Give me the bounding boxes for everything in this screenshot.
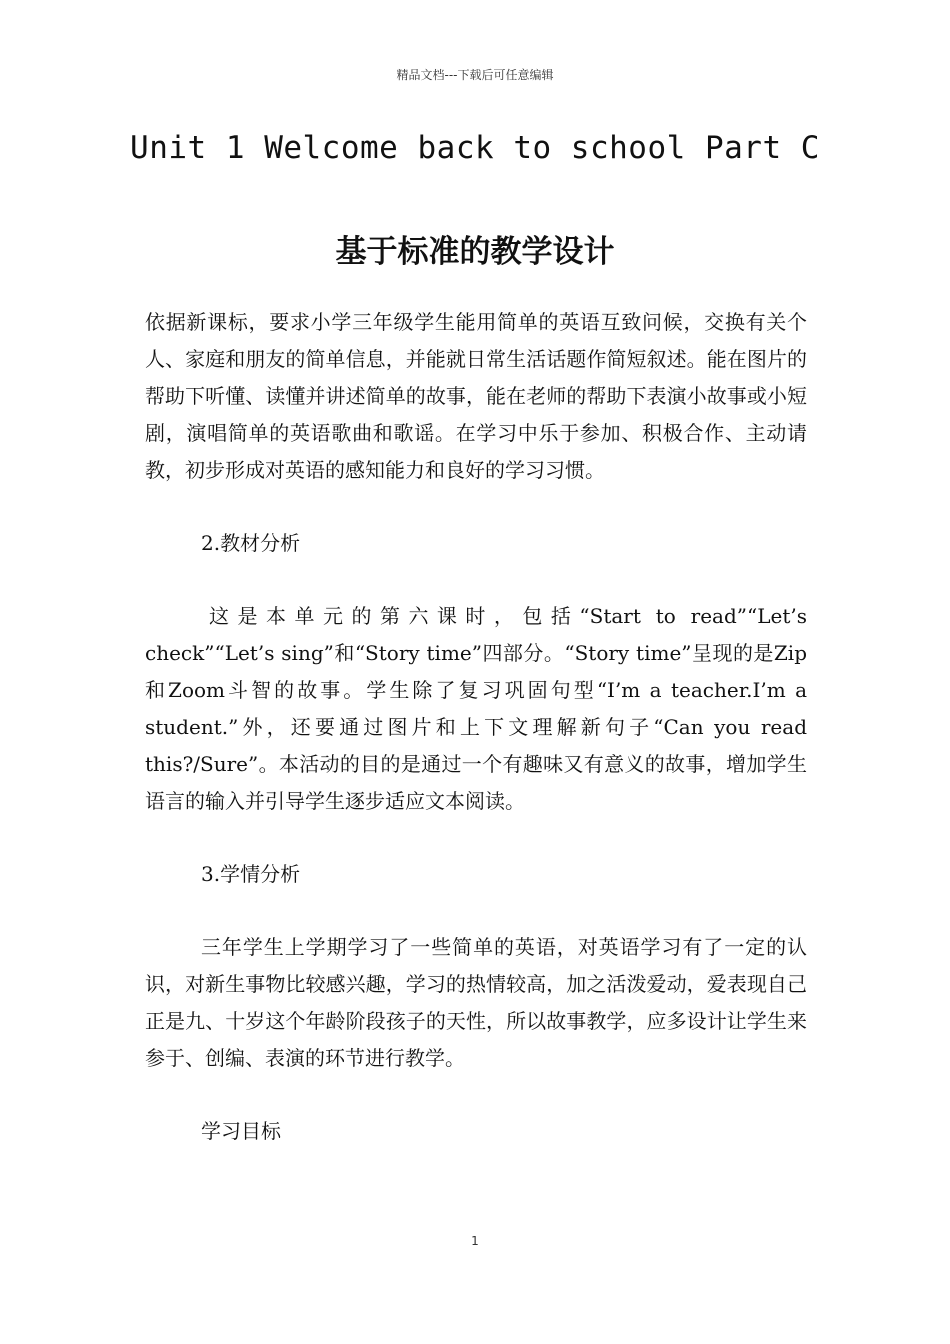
spacer (145, 1077, 807, 1113)
spacer (145, 562, 807, 598)
section-heading-material: 2.教材分析 (201, 531, 301, 555)
material-paragraph: 这是本单元的第六课时，包括“Start to read”“Let’s check”“Let’s sing”和“Story time”四部分。“Story time”呈现的是Zip和Zoom斗智的故事。学生除了复习巩固句型“I’m a teacher.I’m a student.”外，还要通过图片和上下文理解新句子“Can you read this?/Sure”。本活动的目的是通过一个有趣味又有意义的故事，增加学生语言的输入并引导学生逐步适应文本阅读。 (145, 604, 807, 813)
page-header: 精品文档---下载后可任意编辑 (396, 68, 554, 82)
section-heading-learner: 3.学情分析 (201, 862, 301, 886)
intro-paragraph: 依据新课标，要求小学三年级学生能用简单的英语互致问候，交换有关个人、家庭和朋友的简单信息，并能就日常生活话题作简短叙述。能在图片的帮助下听懂、读懂并讲述简单的故事，能在老师的帮助下表演小故事或小短剧，演唱简单的英语歌曲和歌谣。在学习中乐于参加、积极合作、主动请教，初步形成对英语的感知能力和良好的学习习惯。 (145, 310, 807, 482)
learner-paragraph: 三年学生上学期学习了一些简单的英语，对英语学习有了一定的认识，对新生事物比较感兴趣，学习的热情较高，加之活泼爱动，爱表现自己正是九、十岁这个年龄阶段孩子的天性，所以故事教学，应多设计让学生来参于、创编、表演的环节进行教学。 (145, 935, 807, 1070)
spacer (145, 489, 807, 525)
spacer (145, 820, 807, 856)
document-title-chinese: 基于标准的教学设计 (335, 234, 615, 270)
document-title-english: Unit 1 Welcome back to school Part C (130, 130, 820, 166)
spacer (145, 893, 807, 929)
page-number: 1 (471, 1234, 479, 1248)
document-body (145, 304, 807, 1150)
section-heading-objectives: 学习目标 (201, 1119, 281, 1143)
